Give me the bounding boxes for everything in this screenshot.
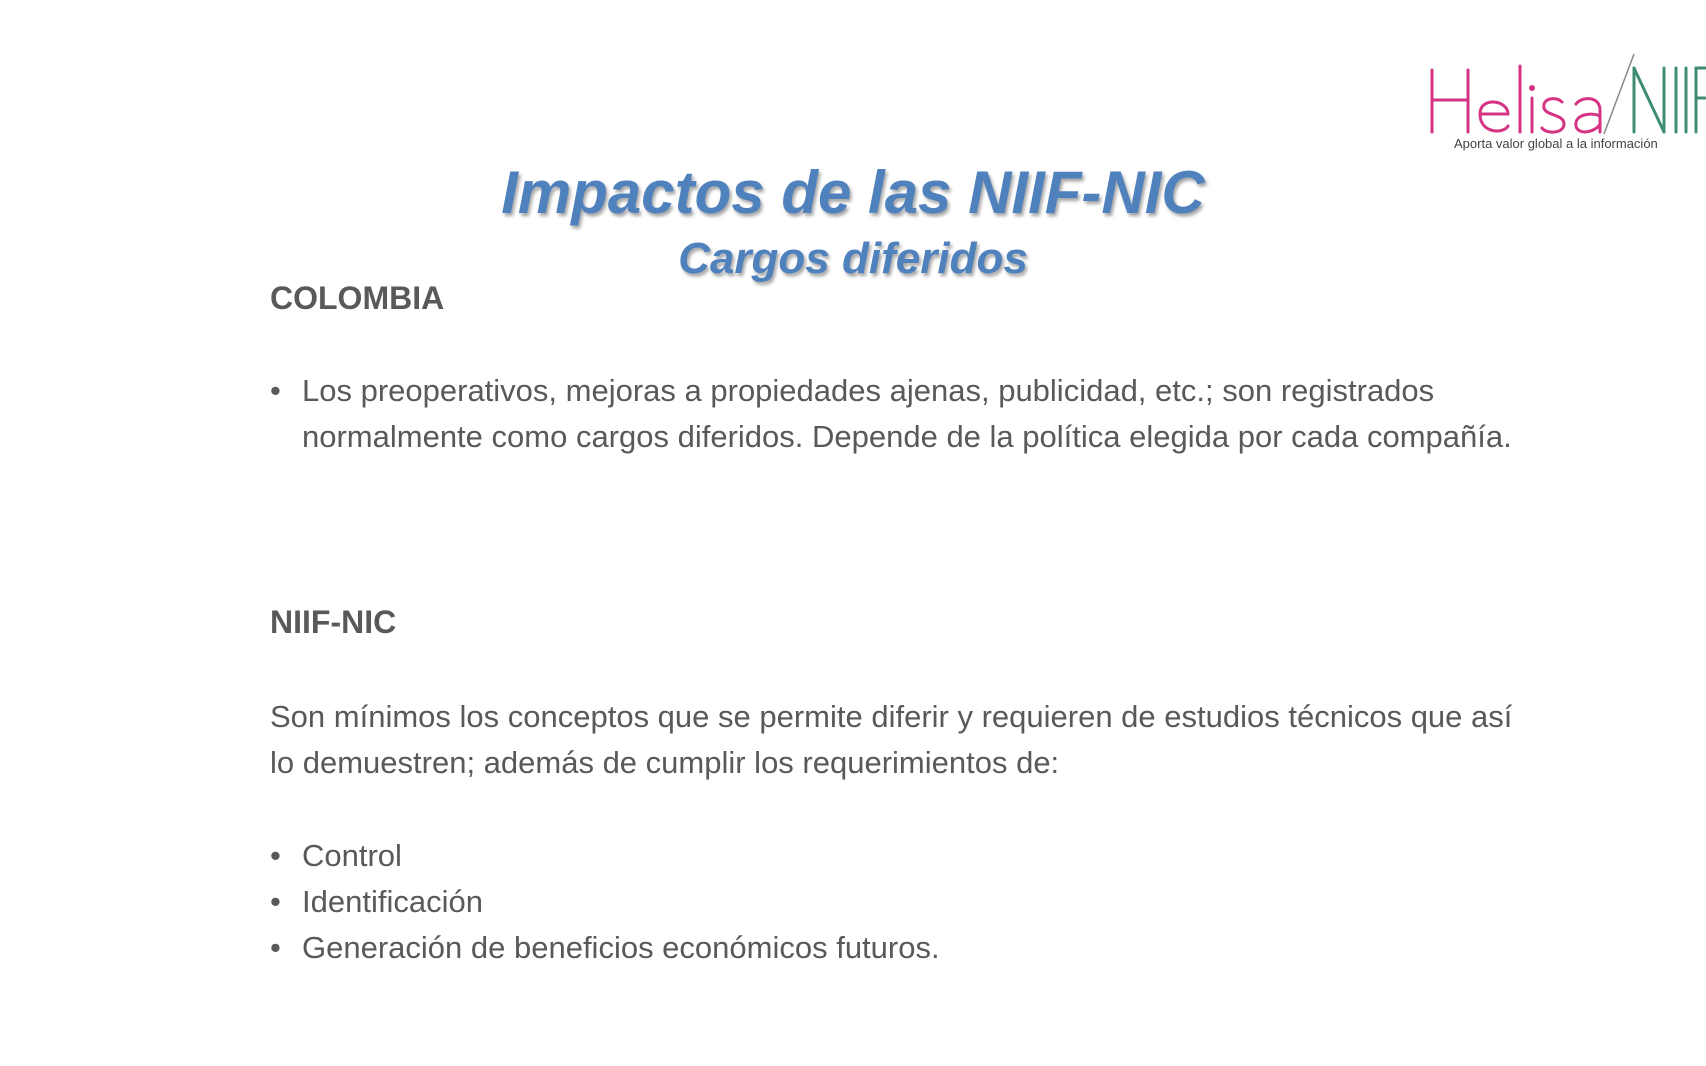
colombia-bullet-text: Los preoperativos, mejoras a propiedades ajenas, publicidad, etc.; son registrados normalmente como cargos diferidos. Depende de la política elegida por cada compañía. xyxy=(302,373,1512,454)
colombia-bullet xyxy=(270,368,1530,460)
niif-heading: NIIF-NIC xyxy=(270,604,397,640)
bullet-icon: • xyxy=(270,884,281,919)
niif-bullet-beneficios xyxy=(270,925,1530,971)
colombia-heading: COLOMBIA xyxy=(270,280,445,316)
bullet-icon: • xyxy=(270,838,281,873)
slide-subtitle: Cargos diferidos xyxy=(678,234,1028,283)
niif-paragraph: Son mínimos los conceptos que se permite diferir y requieren de estudios técnicos que así lo demuestren; además de cumplir los requerimientos de: xyxy=(270,699,1513,780)
niif-bullet-text: Generación de beneficios económicos futuros. xyxy=(302,930,940,965)
logo-tagline: Aporta valor global a la información xyxy=(1454,136,1658,151)
bullet-icon: • xyxy=(270,930,281,965)
logo-graphic xyxy=(1428,52,1706,136)
niif-bullet-text: Identificación xyxy=(302,884,483,919)
helisa-niif-logo xyxy=(1428,52,1706,162)
niif-bullet-identificacion xyxy=(270,879,1530,925)
niif-bullet-control xyxy=(270,833,1530,879)
bullet-icon: • xyxy=(270,373,281,408)
slide-title: Impactos de las NIIF-NIC xyxy=(501,159,1205,226)
niif-bullet-text: Control xyxy=(302,838,402,873)
